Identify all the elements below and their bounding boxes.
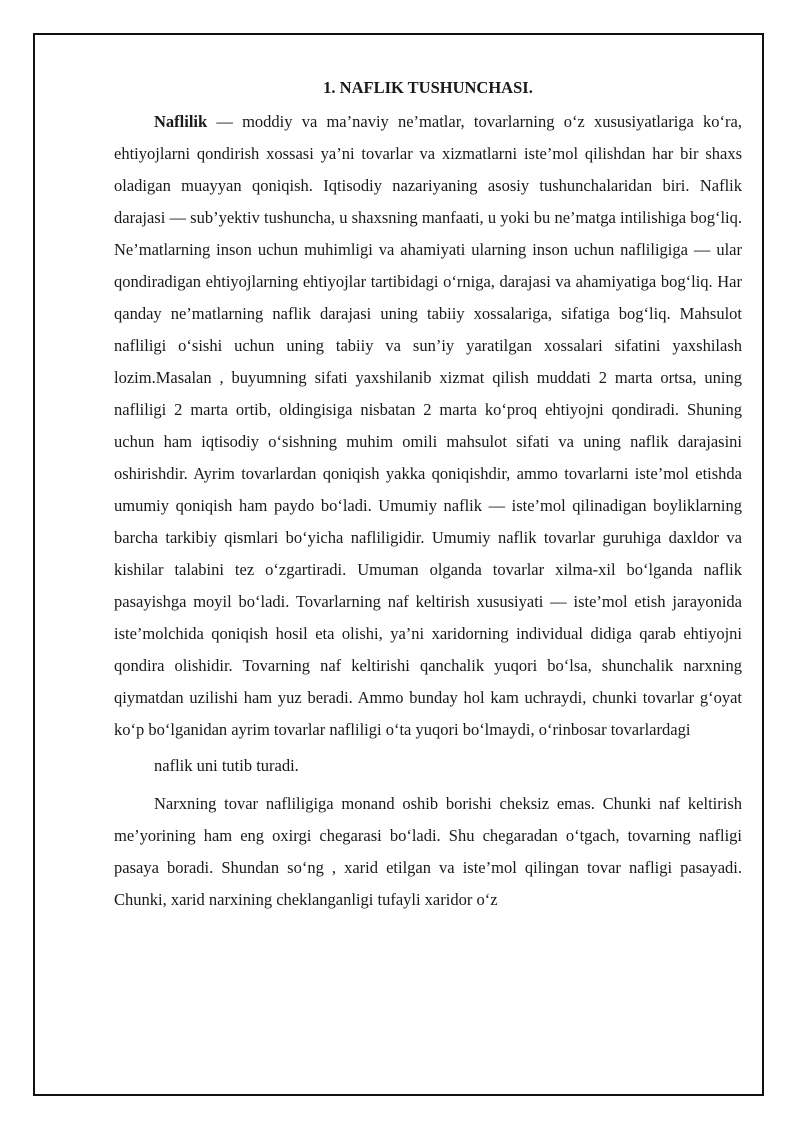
paragraph-1-text: — moddiy va ma’naviy ne’matlar, tovarlarning o‘z xususiyatlariga ko‘ra, ehtiyojlarni qondirish xossasi ya’ni tovarlar va xizmatlarni iste’mol qilishdan har bir shaxs oladigan muayyan qoniqish. Iqtisodiy nazariyaning asosiy tushunchalaridan biri. Naflik darajasi — sub’yektiv tushuncha, u shaxsning manfaati, u yoki bu ne’matga intilishiga bog‘liq. Ne’matlarning inson uchun muhimligi va ahamiyati ularning inson uchun nafliligiga — ular qondiradigan ehtiyojlarning ehtiyojlar tartibidagi o‘rniga, darajasi va ahamiyatiga bog‘liq. Har qanday ne’matlarning naflik darajasi uning tabiiy xossalariga, sifatiga bog‘liq. Mahsulot nafliligi o‘sishi uchun uning tabiiy va sun’iy yaratilgan xossalari sifatini yaxshilash lozim.Masalan , buyumning sifati yaxshilanib xizmat qilish muddati 2 marta ortsa, uning nafliligi 2 marta ortib, oldingisiga nisbatan 2 marta ko‘proq ehtiyojni qondiradi. Shuning uchun ham iqtisodiy o‘sishning muhim omili mahsulot sifati va uning naflik darajasini oshirishdir. Ayrim tovarlardan qoniqish yakka qoniqishdir, ammo tovarlarni iste’mol etishda umumiy qoniqish ham paydo bo‘ladi. Umumiy naflik — iste’mol qilinadigan boyliklarning barcha tarkibiy qismlari bo‘yicha nafliligidir. Umumiy naflik tovarlar guruhiga daxldor va kishilar talabini tez o‘zgartiradi. Umuman olganda tovarlar xilma-xil bo‘lganda naflik pasayishga moyil bo‘ladi. Tovarlarning naf keltirish xususiyati — iste’mol etish jarayonida iste’molchida qoniqish hosil eta olishi, ya’ni xaridorning individual didiga qarab ehtiyojni qondira olishidir. Tovarning naf keltirishi qanchalik yuqori bo‘lsa, shunchalik narxning qiymatdan uzilishi ham yuz beradi. Ammo bunday hol kam uchraydi, chunki tovarlar g‘oyat ko‘p bo‘lganidan ayrim tovarlar nafliligi o‘ta yuqori bo‘lmaydi, o‘rinbosar tovarlardagi	[114, 112, 742, 739]
term-naflilik: Naflilik	[154, 112, 208, 131]
paragraph-narx: Narxning tovar nafliligiga monand oshib borishi cheksiz emas. Chunki naf keltirish me’yorining ham eng oxirgi chegarasi bo‘ladi. Shu chegaradan o‘tgach, tovarning nafligi pasaya boradi. Shundan so‘ng , xarid etilgan va iste’mol qilingan tovar nafligi pasayadi. Chunki, xarid narxining cheklanganligi tufayli xaridor o‘z	[114, 794, 742, 909]
paragraph-naflilik-definition	[114, 106, 742, 746]
document-title: 1. NAFLIK TUSHUNCHASI.	[323, 78, 533, 97]
paragraph-continuation: naflik uni tutib turadi.	[154, 756, 299, 775]
document-body	[114, 72, 742, 916]
